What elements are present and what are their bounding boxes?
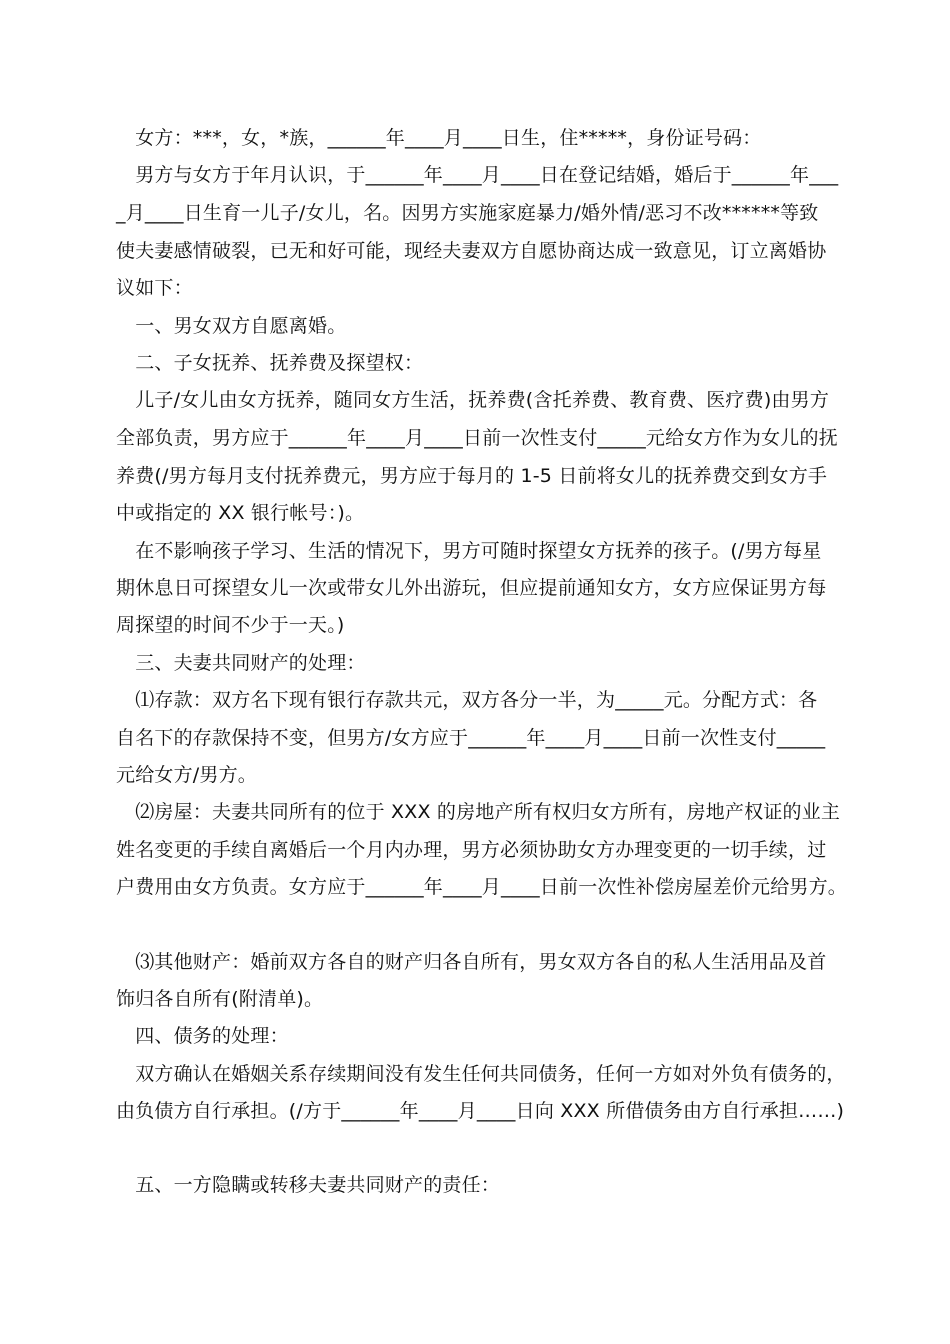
text-line: 儿子/女儿由女方抚养，随同女方生活，抚养费(含托养费、教育费、医疗费)由男方 xyxy=(116,389,830,411)
text-line: 议如下： xyxy=(116,277,193,299)
text-line: 中或指定的 XX 银行帐号：)。 xyxy=(116,502,365,524)
section-heading: 一、男女双方自愿离婚。 xyxy=(116,315,347,337)
text-line: 男方与女方于年月认识，于______年____月____日在登记结婚，婚后于______年___ xyxy=(116,164,839,186)
text-line: 姓名变更的手续自离婚后一个月内办理，男方必须协助女方办理变更的一切手续，过 xyxy=(116,839,827,861)
text-line: 养费(/男方每月支付抚养费元，男方应于每月的 1-5 日前将女儿的抚养费交到女方手 xyxy=(116,465,828,487)
text-line: 自名下的存款保持不变，但男方/女方应于______年____月____日前一次性支付_____ xyxy=(116,727,826,749)
section-heading: 二、子女抚养、抚养费及探望权： xyxy=(116,352,424,374)
text-line: 在不影响孩子学习、生活的情况下，男方可随时探望女方抚养的孩子。(/男方每星 xyxy=(116,540,822,562)
text-line: 由负债方自行承担。(/方于______年____月____日向 XXX 所借债务由方自行承担……) xyxy=(116,1100,845,1122)
section-heading: 三、夫妻共同财产的处理： xyxy=(116,652,366,674)
text-line: 周探望的时间不少于一天。) xyxy=(116,614,345,636)
text-line: 饰归各自所有(附清单)。 xyxy=(116,988,324,1010)
text-line: 使夫妻感情破裂，已无和好可能，现经夫妻双方自愿协商达成一致意见，订立离婚协 xyxy=(116,240,827,262)
text-line: ⑵房屋：夫妻共同所有的位于 XXX 的房地产所有权归女方所有，房地产权证的业主 xyxy=(116,801,841,823)
section-heading: 四、债务的处理： xyxy=(116,1025,289,1047)
text-line: 元给女方/男方。 xyxy=(116,764,258,786)
section-heading: 五、一方隐瞒或转移夫妻共同财产的责任： xyxy=(116,1174,501,1196)
text-line: ⑶其他财产：婚前双方各自的财产归各自所有，男女双方各自的私人生活用品及首 xyxy=(116,951,827,973)
text-line: 户费用由女方负责。女方应于______年____月____日前一次性补偿房屋差价元给男方。 xyxy=(116,876,848,898)
text-line: 女方：***，女，*族，______年____月____日生，住*****，身份证号码： xyxy=(116,127,762,149)
text-line: 期休息日可探望女儿一次或带女儿外出游玩，但应提前通知女方，女方应保证男方每 xyxy=(116,577,827,599)
text-line: _月____日生育一儿子/女儿，名。因男方实施家庭暴力/婚外情/恶习不改******等致 xyxy=(116,202,819,224)
text-line: 双方确认在婚姻关系存续期间没有发生任何共同债务，任何一方如对外负有债务的， xyxy=(116,1063,846,1085)
text-line: ⑴存款：双方名下现有银行存款共元，双方各分一半，为_____元。分配方式：各 xyxy=(116,689,818,711)
text-line: 全部负责，男方应于______年____月____日前一次性支付_____元给女方作为女儿的抚 xyxy=(116,427,838,449)
